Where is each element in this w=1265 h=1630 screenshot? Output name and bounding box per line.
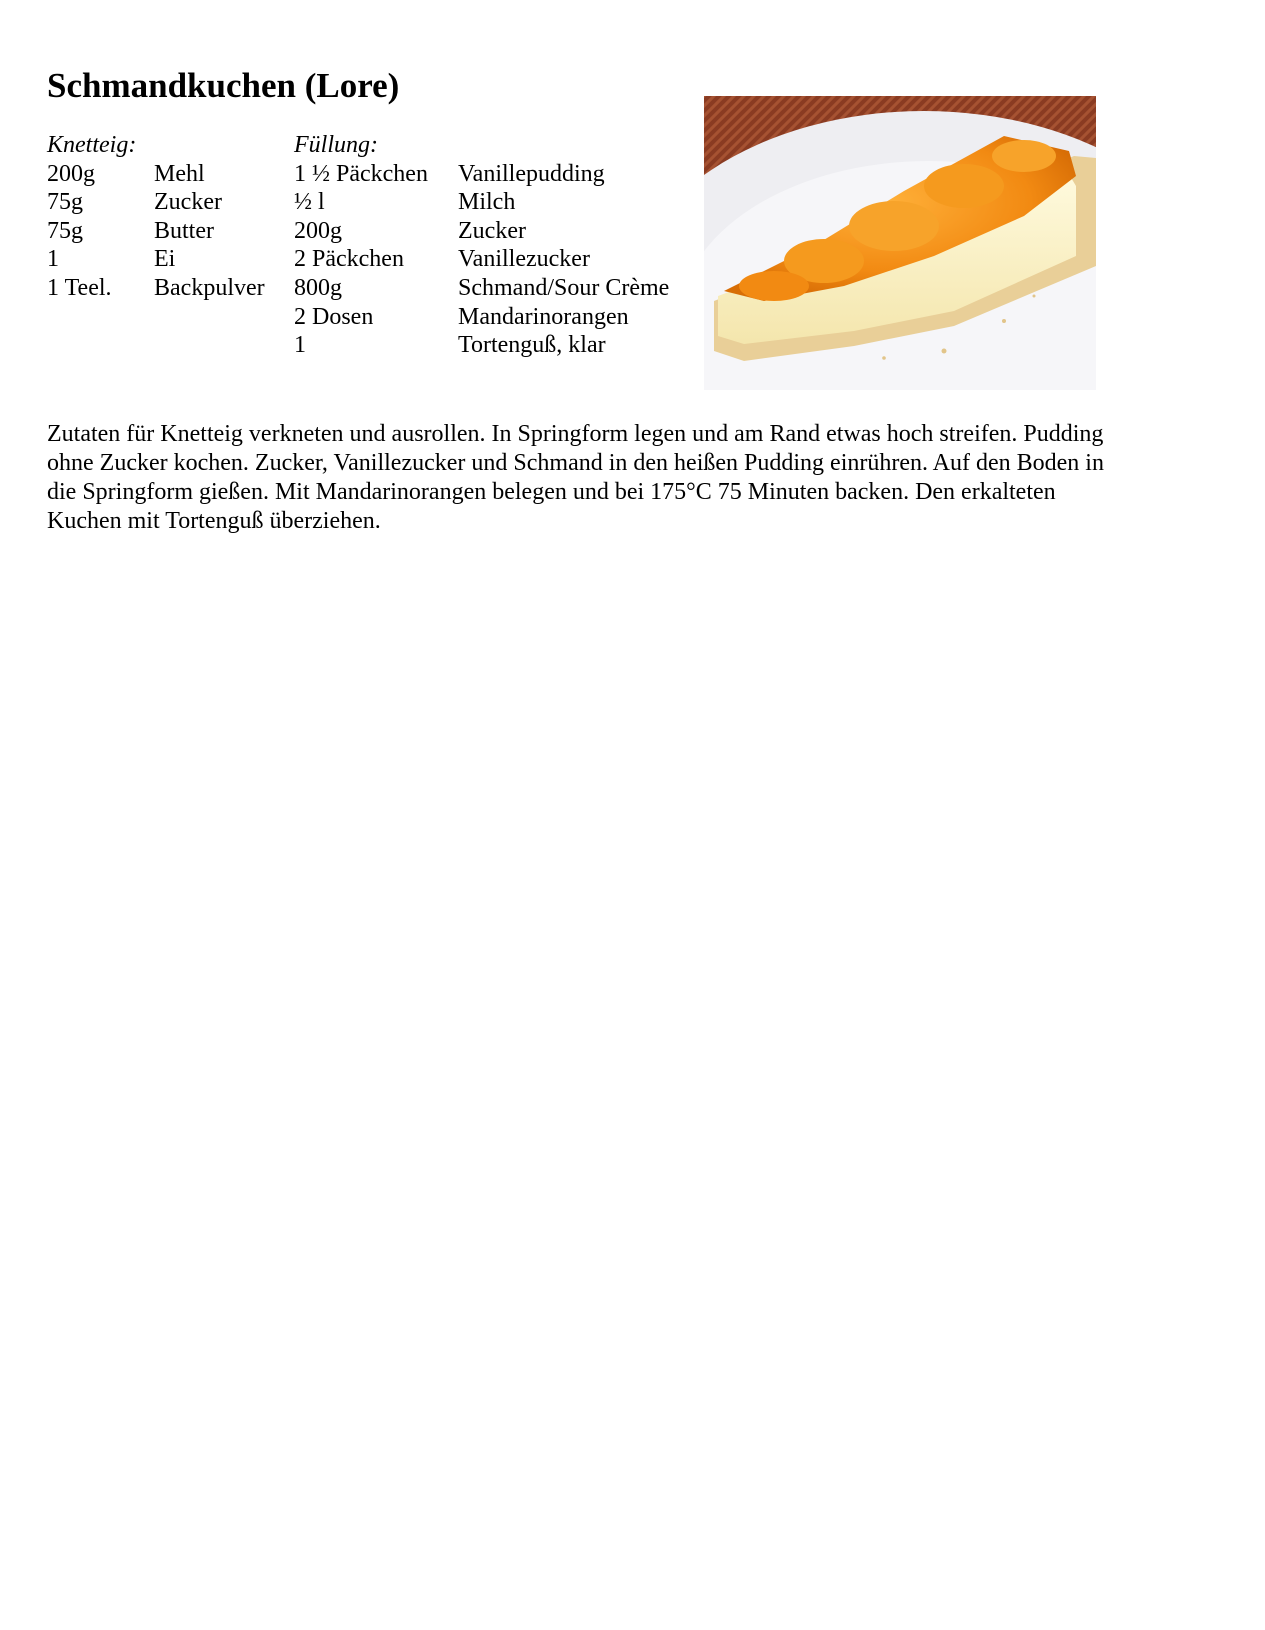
- dough-amount: 75g: [47, 217, 83, 244]
- filling-amount: 2 Päckchen: [294, 246, 404, 273]
- cake-slice-photo: [704, 96, 1096, 390]
- dough-ingredient: Zucker: [154, 189, 222, 216]
- dough-amount: 200g: [47, 160, 95, 187]
- filling-amount: 2 Dosen: [294, 303, 374, 330]
- dough-amounts-column: [47, 131, 136, 303]
- mandarin-segment: [924, 164, 1004, 208]
- filling-ingredient: Mandarinorangen: [458, 303, 629, 330]
- filling-amount: 800g: [294, 274, 342, 301]
- filling-amounts-column: [294, 131, 428, 360]
- filling-amount: 1: [294, 332, 306, 359]
- filling-ingredient: Tortenguß, klar: [458, 332, 606, 359]
- dough-ingredient: Mehl: [154, 160, 205, 187]
- filling-ingredient: Schmand/Sour Crème: [458, 274, 670, 301]
- cake-slice-illustration: [704, 96, 1096, 390]
- dough-amount: 1: [47, 246, 59, 273]
- filling-ingredient: Milch: [458, 189, 516, 216]
- dough-amount: 1 Teel.: [47, 274, 112, 301]
- dough-ingredient: Ei: [154, 246, 176, 273]
- crumb: [882, 356, 886, 360]
- crumb: [1033, 295, 1036, 298]
- filling-ingredient: Vanillezucker: [458, 246, 590, 273]
- filling-amount: 200g: [294, 217, 342, 244]
- filling-amount: ½ l: [294, 189, 325, 216]
- filling-amount: 1 ½ Päckchen: [294, 160, 428, 187]
- filling-ingredient: Zucker: [458, 217, 526, 244]
- dough-ingredient: Butter: [154, 217, 214, 244]
- dough-amount: 75g: [47, 189, 83, 216]
- dough-ingredients-column: [154, 131, 265, 303]
- filling-ingredient: Vanillepudding: [458, 160, 605, 187]
- mandarin-segment: [992, 140, 1056, 172]
- recipe-title: Schmandkuchen (Lore): [47, 66, 400, 105]
- dough-heading: Knetteig:: [47, 132, 137, 158]
- crumb: [942, 349, 947, 354]
- filling-ingredients-column: [458, 131, 669, 360]
- instructions-text: Zutaten für Knetteig verkneten und ausrollen. In Springform legen und am Rand etwas hoch streifen. Pudding ohne Zucker kochen. Zucker, Vanillezucker und Schmand in den heißen Pudding einrühren. Auf den Boden in die Springform gießen. Mit Mandarinorangen belegen und bei 175°C 75 Minuten backen. Den erkalteten Kuchen mit Tortenguß überziehen.: [47, 421, 1104, 534]
- dough-ingredient: Backpulver: [154, 274, 265, 301]
- mandarin-segment: [739, 271, 809, 301]
- crumb: [1002, 319, 1006, 323]
- mandarin-segment: [849, 201, 939, 251]
- filling-heading: Füllung:: [294, 132, 378, 158]
